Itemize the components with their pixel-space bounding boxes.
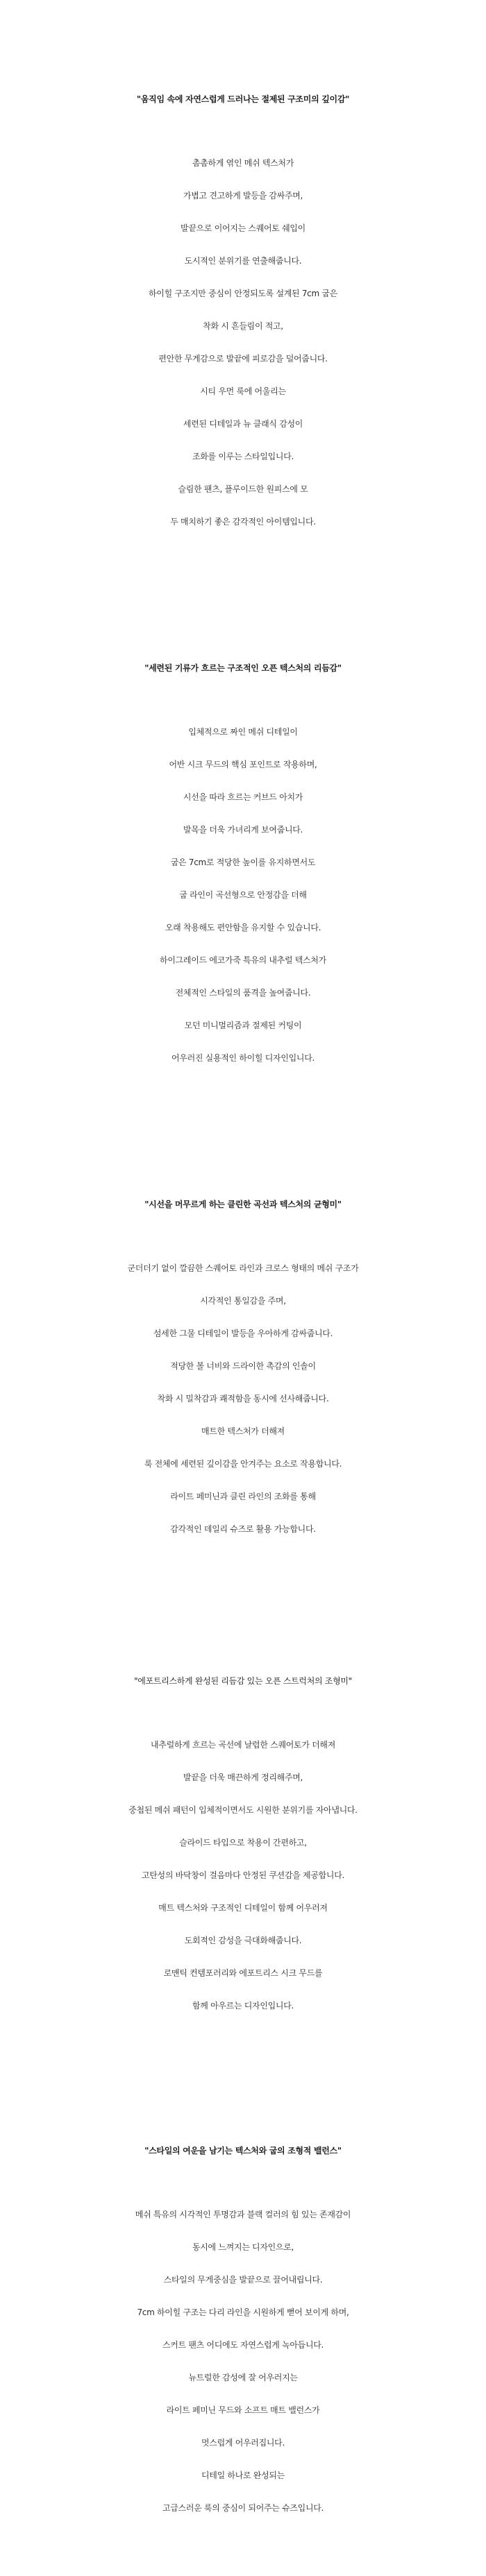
body-line: 입체적으로 짜인 메쉬 디테일이 bbox=[188, 727, 298, 737]
body-line: 착화 시 흔들림이 적고, bbox=[203, 321, 283, 331]
body-line: 스커트 팬츠 어디에도 자연스럽게 녹아듭니다. bbox=[162, 2340, 324, 2350]
body-line: 슬라이드 타입으로 착용이 간편하고, bbox=[179, 1838, 307, 1848]
body-line: 군더더기 없이 깔끔한 스퀘어토 라인과 크로스 형태의 메쉬 구조가 bbox=[127, 1263, 359, 1273]
body-line: 도시적인 분위기를 연출해줍니다. bbox=[184, 256, 302, 266]
body-line: 모던 미니멀리즘과 절제된 커팅이 bbox=[184, 1021, 302, 1030]
description-section-2 bbox=[0, 659, 486, 1075]
body-line: 시선을 따라 흐르는 커브드 아치가 bbox=[183, 792, 303, 802]
body-line: 매트 텍스처와 구조적인 디테일이 함께 어우러져 bbox=[158, 1903, 328, 1913]
body-line: 굽 라인이 곡선형으로 안정감을 더해 bbox=[179, 890, 307, 900]
body-line: 조화를 이루는 스타일입니다. bbox=[192, 452, 294, 461]
body-line: 고급스러운 룩의 중심이 되어주는 슈즈입니다. bbox=[162, 2503, 324, 2513]
body-line: 하이힐 구조지만 중심이 안정되도록 설계된 7cm 굽은 bbox=[149, 289, 337, 298]
body-line: 촘촘하게 엮인 메쉬 텍스처가 bbox=[192, 158, 294, 168]
body-line: 동시에 느껴지는 디자인으로, bbox=[192, 2242, 294, 2252]
section-body bbox=[0, 147, 486, 538]
body-line: 발끝을 더욱 매끈하게 정리해주며, bbox=[183, 1773, 303, 1782]
body-line: 하이그레이드 에코가죽 특유의 내추럴 텍스처가 bbox=[160, 955, 326, 965]
body-line: 7cm 하이힐 구조는 다리 라인을 시원하게 뻗어 보이게 하며, bbox=[137, 2308, 349, 2317]
body-line: 어우러진 실용적인 하이힐 디자인입니다. bbox=[171, 1053, 315, 1063]
body-line: 오래 착용해도 편안함을 유지할 수 있습니다. bbox=[165, 923, 321, 932]
body-line: 세련된 디테일과 뉴 클래식 감성이 bbox=[183, 419, 303, 429]
body-line: 디테일 하나로 완성되는 bbox=[201, 2471, 285, 2480]
body-line: 뉴트럴한 감성에 잘 어우러지는 bbox=[188, 2373, 298, 2382]
body-line: 가볍고 견고하게 발등을 감싸주며, bbox=[183, 191, 303, 201]
description-section-5 bbox=[0, 2142, 486, 2525]
body-line: 편안한 무게감으로 발끝에 피로감을 덜어줍니다. bbox=[158, 354, 328, 364]
body-line: 룩 전체에 세련된 깊이감을 안겨주는 요소로 작용합니다. bbox=[144, 1459, 342, 1469]
body-line: 전체적인 스타일의 품격을 높여줍니다. bbox=[175, 988, 311, 998]
body-line: 시티 우먼 룩에 어울리는 bbox=[200, 386, 286, 396]
body-line: 도회적인 감성을 극대화해줍니다. bbox=[184, 1936, 302, 1945]
body-line: 내추럴하게 흐르는 곡선에 날렵한 스퀘어토가 더해져 bbox=[151, 1740, 335, 1750]
body-line: 시각적인 통일감을 주며, bbox=[200, 1296, 286, 1306]
section-title: "움직임 속에 자연스럽게 드러나는 절제된 구조미의 깊이감" bbox=[136, 94, 350, 104]
body-line: 로맨틱 컨템포러리와 에포트리스 시크 무드를 bbox=[163, 1968, 323, 1978]
body-line: 섬세한 그물 디테일이 발등을 우아하게 감싸줍니다. bbox=[153, 1329, 333, 1338]
section-title: "에포트리스하게 완성된 리듬감 있는 오픈 스트럭처의 조형미" bbox=[134, 1676, 352, 1686]
body-line: 라이트 페미닌과 클린 라인의 조화를 통해 bbox=[170, 1492, 316, 1501]
body-line: 함께 아우르는 디자인입니다. bbox=[192, 2001, 294, 2011]
body-line: 메쉬 특유의 시각적인 투명감과 블랙 컬러의 힘 있는 존재감이 bbox=[135, 2210, 351, 2219]
body-line: 스타일의 무게중심을 발끝으로 끌어내립니다. bbox=[163, 2275, 323, 2285]
body-line: 고탄성의 바닥창이 걸음마다 안정된 쿠션감을 제공합니다. bbox=[141, 1870, 345, 1880]
body-line: 슬림한 팬츠, 플루이드한 원피스에 모 bbox=[178, 484, 308, 494]
body-line: 굽은 7cm로 적당한 높이를 유지하면서도 bbox=[170, 858, 316, 867]
description-section-3 bbox=[0, 1195, 486, 1546]
description-section-4 bbox=[0, 1672, 486, 2022]
section-title: "세련된 기류가 흐르는 구조적인 오픈 텍스처의 리듬감" bbox=[144, 663, 342, 673]
body-line: 발끝으로 이어지는 스퀘어토 쉐입이 bbox=[181, 223, 305, 233]
body-line: 매트한 텍스처가 더해져 bbox=[201, 1426, 285, 1436]
body-line: 착화 시 밀착감과 쾌적함을 동시에 선사해줍니다. bbox=[157, 1394, 329, 1404]
section-title: "스타일의 여운을 남기는 텍스처와 굽의 조형적 밸런스" bbox=[144, 2146, 342, 2156]
body-line: 감각적인 데일리 슈즈로 활용 가능합니다. bbox=[170, 1524, 316, 1534]
section-body bbox=[0, 1729, 486, 2022]
body-line: 두 매치하기 좋은 감각적인 아이템입니다. bbox=[170, 517, 316, 527]
section-title: "시선을 머무르게 하는 클린한 곡선과 텍스처의 균형미" bbox=[144, 1200, 342, 1209]
body-line: 발목을 더욱 가녀리게 보여줍니다. bbox=[183, 825, 303, 835]
description-section-1 bbox=[0, 90, 486, 538]
body-line: 멋스럽게 어우러집니다. bbox=[201, 2438, 285, 2448]
body-line: 적당한 볼 너비와 드라이한 촉감의 인솔이 bbox=[170, 1361, 316, 1371]
body-line: 어반 시크 무드의 핵심 포인트로 작용하며, bbox=[169, 760, 317, 769]
section-body bbox=[0, 1252, 486, 1546]
section-body bbox=[0, 2199, 486, 2525]
body-line: 중첩된 메쉬 패턴이 입체적이면서도 시원한 분위기를 자아냅니다. bbox=[128, 1805, 358, 1815]
section-body bbox=[0, 716, 486, 1075]
body-line: 라이트 페미닌 무드와 소프트 매트 밸런스가 bbox=[166, 2405, 320, 2415]
